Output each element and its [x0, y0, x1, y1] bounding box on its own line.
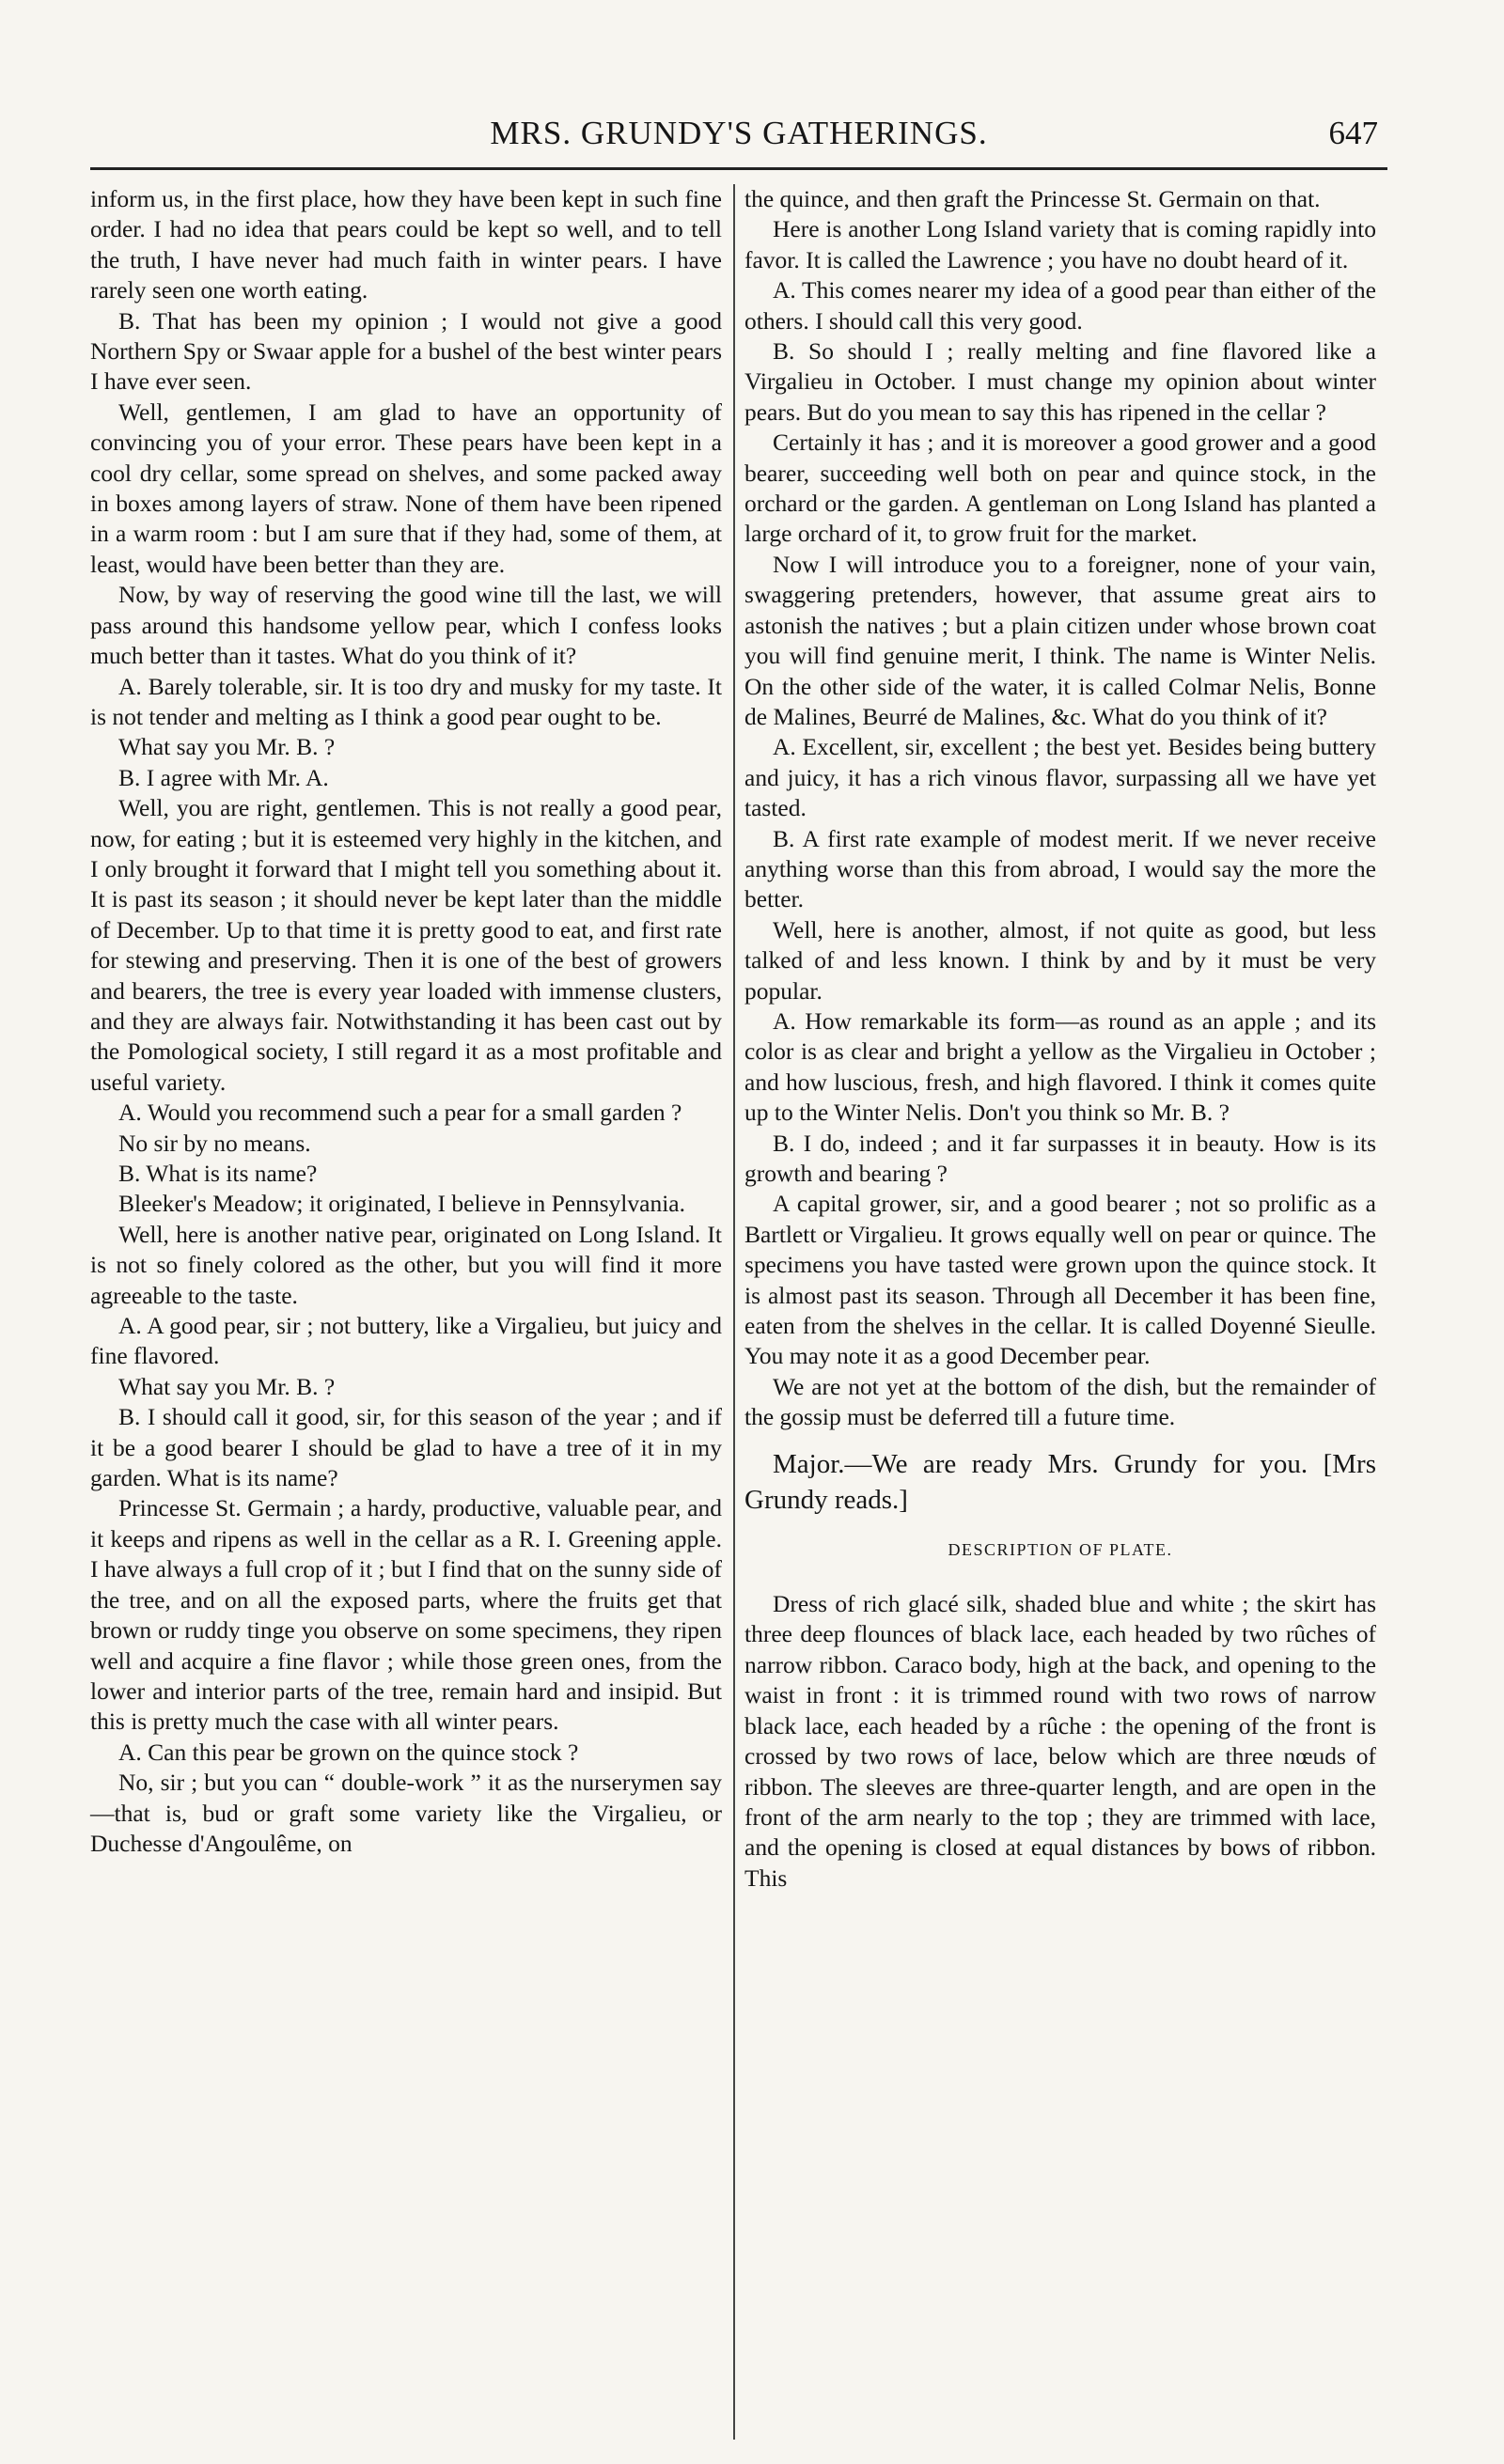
plate-description: Dress of rich glacé silk, shaded blue and white ; the skirt has three deep flounces of black lace, each headed by two rûches of narrow ribbon. Caraco body, high at the back, and opening to the waist in front : it is trimmed round with two rows of narrow black lace, each headed by a rûche : the opening of the front is crossed by two rows of lace, below which are three nœuds of ribbon. The sleeves are three-quarter length, and are open in the front of the arm nearly to the top ; they are trimmed with lace, and the opening is closed at equal distances by bows of ribbon. This: [744, 1590, 1376, 1892]
plate-heading: DESCRIPTION OF PLATE.: [948, 1539, 1173, 1559]
page-header: [90, 115, 1387, 160]
paragraph: Well, here is another, almost, if not quite as good, but less talked of and less known. I think by and by it must be very popular.: [744, 915, 1376, 1005]
right-column: [744, 184, 1376, 1894]
paragraph: B. I agree with Mr. A.: [118, 763, 329, 791]
paragraph: No sir by no means.: [118, 1129, 311, 1157]
paragraph: Bleeker's Meadow; it originated, I believe in Pennsylvania.: [118, 1190, 685, 1218]
paragraph: What say you Mr. B. ?: [118, 733, 336, 761]
paragraph: B. So should I ; really melting and fine flavored like a Virgalieu in October. I must change my opinion about winter pears. But do you mean to say this has ripened in the cellar ?: [744, 337, 1376, 426]
paragraph: Well, gentlemen, I am glad to have an opportunity of convincing you of your error. These pears have been kept in a cool dry cellar, some spread on shelves, and some packed away in boxes among layers of straw. None of them have been ripened in a warm room : but I am sure that if they had, some of them, at least, would have been better than they are.: [90, 398, 722, 578]
paragraph: A. How remarkable its form—as round as an apple ; and its color is as clear and bright a yellow as the Virgalieu in October ; and how luscious, fresh, and high flavored. I think it comes quite up to the Winter Nelis. Don't you think so Mr. B. ?: [744, 1006, 1376, 1127]
paragraph: Here is another Long Island variety that is coming rapidly into favor. It is called the Lawrence ; you have no doubt heard of it.: [744, 215, 1376, 273]
paragraph: B. I should call it good, sir, for this season of the year ; and if it be a good bearer I should be glad to have a tree of it in my garden. What is its name?: [90, 1403, 722, 1492]
paragraph: A capital grower, sir, and a good bearer ; not so prolific as a Bartlett or Virgalieu. It grows equally well on pear or quince. The specimens you have tasted were grown upon the quince stock. It is almost past its season. Through all December it has been fine, eaten from the shelves in the cellar. It is called Doyenné Sieulle. You may note it as a good December pear.: [744, 1190, 1376, 1370]
paragraph: Princesse St. Germain ; a hardy, productive, valuable pear, and it keeps and ripens as well in the cellar as a R. I. Greening apple. I have always a full crop of it ; but I find that on the sunny side of the tree, and on all the exposed parts, where the fruits get that brown or ruddy tinge you observe on some specimens, they ripen well and acquire a fine flavor ; while those green ones, from the lower and interior parts of the tree, remain hard and insipid. But this is pretty much the case with all winter pears.: [90, 1494, 722, 1736]
paragraph: B. That has been my opinion ; I would not give a good Northern Spy or Swaar apple for a bushel of the best winter pears I have ever seen.: [90, 306, 722, 396]
paragraph: Now I will introduce you to a foreigner, none of your vain, swaggering pretenders, however, that assume great airs to astonish the natives ; but a plain citizen under whose brown coat you will find genuine merit, I think. The name is Winter Nelis. On the other side of the water, it is called Colmar Nelis, Bonne de Malines, Beurré de Malines, &c. What do you think of it?: [744, 550, 1376, 730]
paragraph: A. A good pear, sir ; not buttery, like a Virgalieu, but juicy and fine flavored.: [90, 1312, 722, 1370]
paragraph: We are not yet at the bottom of the dish, but the remainder of the gossip must be deferred till a future time.: [744, 1372, 1376, 1431]
paragraph: Now, by way of reserving the good wine till the last, we will pass around this handsome yellow pear, which I confess looks much better than it tastes. What do you think of it?: [90, 581, 722, 670]
paragraph: What say you Mr. B. ?: [118, 1372, 336, 1400]
major-line: Major.—We are ready Mrs. Grundy for you. [Mrs Grundy reads.]: [744, 1448, 1376, 1515]
paragraph: Well, here is another native pear, originated on Long Island. It is not so finely colored as the other, but you will find it more agreeable to the taste.: [90, 1220, 722, 1309]
page-number: 647: [1328, 115, 1378, 151]
column-divider: [733, 184, 735, 2440]
paragraph: A. Barely tolerable, sir. It is too dry and musky for my taste. It is not tender and melting as I think a good pear ought to be.: [90, 672, 722, 730]
paragraph: No, sir ; but you can “ double-work ” it as the nurserymen say—that is, bud or graft some variety like the Virgalieu, or Duchesse d'Angoulême, on: [90, 1769, 722, 1857]
header-rule: [90, 167, 1387, 170]
paragraph: inform us, in the first place, how they have been kept in such fine order. I had no idea that pears could be kept so well, and to tell the truth, I have never had much faith in winter pears. I have rarely seen one worth eating.: [90, 185, 722, 304]
paragraph: A. Can this pear be grown on the quince stock ?: [118, 1738, 579, 1766]
paragraph: A. Would you recommend such a pear for a small garden ?: [118, 1099, 682, 1127]
running-title: MRS. GRUNDY'S GATHERINGS.: [490, 115, 988, 151]
paragraph: B. A first rate example of modest merit. If we never receive anything worse than this from abroad, I would say the more the better.: [744, 824, 1376, 913]
paragraph: Certainly it has ; and it is moreover a good grower and a good bearer, succeeding well both on pear and quince stock, in the orchard or the garden. A gentleman on Long Island has planted a large orchard of it, to grow fruit for the market.: [744, 429, 1376, 548]
paragraph: the quince, and then graft the Princesse St. Germain on that.: [744, 185, 1321, 212]
paragraph: B. I do, indeed ; and it far surpasses it in beauty. How is its growth and bearing ?: [744, 1129, 1376, 1187]
left-column: [90, 184, 722, 1859]
paragraph: A. This comes nearer my idea of a good pear than either of the others. I should call this very good.: [744, 276, 1376, 335]
paragraph: A. Excellent, sir, excellent ; the best yet. Besides being buttery and juicy, it has a rich vinous flavor, surpassing all we have yet tasted.: [744, 733, 1376, 822]
paragraph: Well, you are right, gentlemen. This is not really a good pear, now, for eating ; but it is esteemed very highly in the kitchen, and I only brought it forward that I might tell you something about it. It is past its season ; it should never be kept later than the middle of December. Up to that time it is pretty good to eat, and first rate for stewing and preserving. Then it is one of the best of growers and bearers, the tree is every year loaded with immense clusters, and they are always fair. Notwithstanding it has been cast out by the Pomological society, I still regard it as a most profitable and useful variety.: [90, 794, 722, 1096]
paragraph: B. What is its name?: [118, 1160, 318, 1187]
